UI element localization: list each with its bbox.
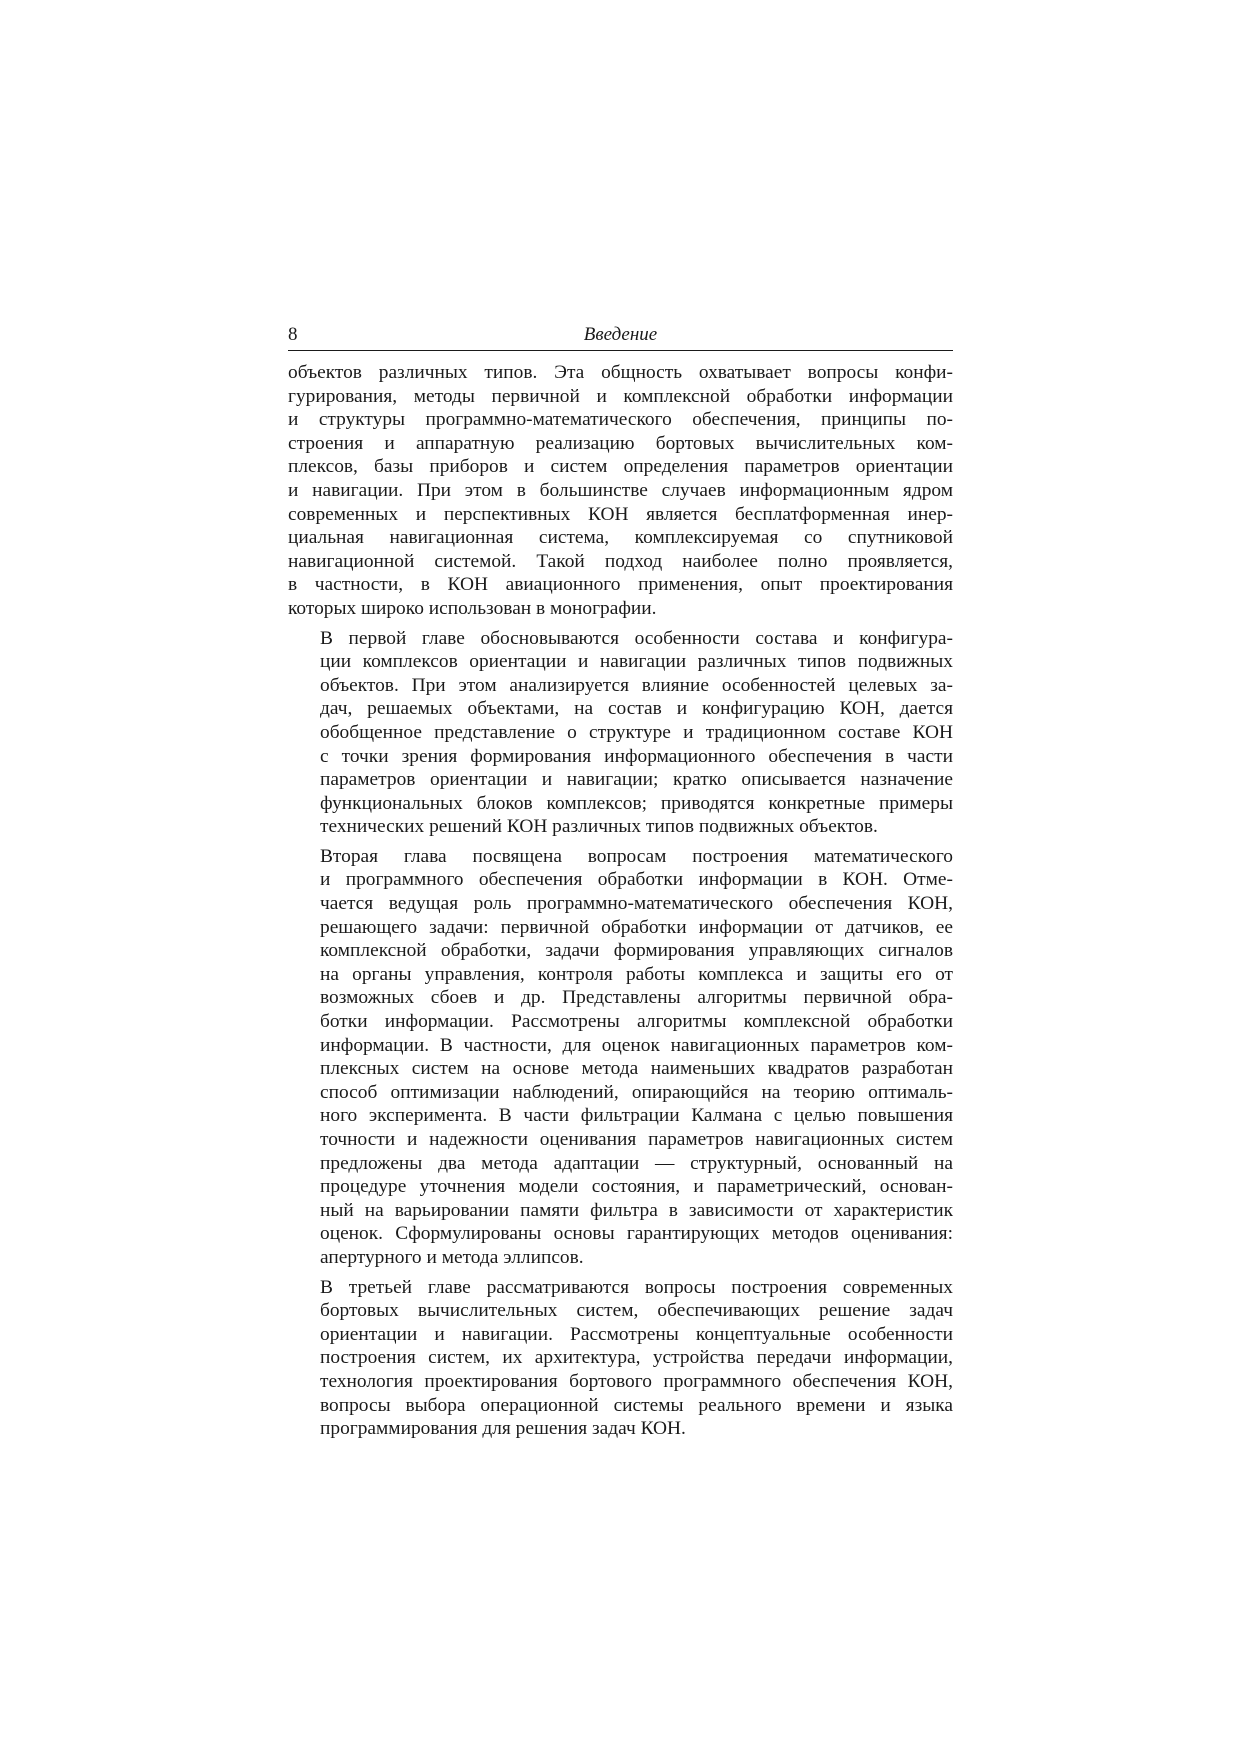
text-line: в частности, в КОН авиационного применения, опыт проектирования <box>288 574 953 596</box>
text-line: программирования для решения задач КОН. <box>320 1418 686 1440</box>
text-line: ного эксперимента. В части фильтрации Калмана с целью повышения <box>320 1105 953 1127</box>
text-line: параметров ориентации и навигации; кратко описывается назначение <box>320 769 953 791</box>
text-line: решающего задачи: первичной обработки информации от датчиков, ее <box>320 916 953 938</box>
text-line: ориентации и навигации. Рассмотрены концептуальные особенности <box>320 1323 953 1345</box>
text-line: построения систем, их архитектура, устройства передачи информации, <box>320 1347 953 1369</box>
text-line: ции комплексов ориентации и навигации различных типов подвижных <box>320 651 953 673</box>
text-line: технических решений КОН различных типов подвижных объектов. <box>320 816 878 838</box>
page-number: 8 <box>288 324 298 345</box>
text-line: ботки информации. Рассмотрены алгоритмы комплексной обработки <box>320 1011 953 1033</box>
text-line: на органы управления, контроля работы комплекса и защиты его от <box>320 963 953 985</box>
text-line: и навигации. При этом в большинстве случаев информационным ядром <box>288 479 953 501</box>
text-line: информации. В частности, для оценок навигационных параметров ком- <box>320 1034 953 1056</box>
text-line: и структуры программно-математического обеспечения, принципы по- <box>288 409 953 431</box>
text-line: технология проектирования бортового программного обеспечения КОН, <box>320 1370 953 1392</box>
text-line: функциональных блоков комплексов; приводятся конкретные примеры <box>320 792 953 814</box>
running-head <box>288 320 953 351</box>
text-line: гурирования, методы первичной и комплексной обработки информации <box>288 385 953 407</box>
text-line: плексов, базы приборов и систем определения параметров ориентации <box>288 456 953 478</box>
text-line: объектов. При этом анализируется влияние особенностей целевых за- <box>320 674 953 696</box>
text-line: дач, решаемых объектами, на состав и конфигурацию КОН, дается <box>320 698 953 720</box>
text-line: современных и перспективных КОН является бесплатформенная инер- <box>288 503 953 525</box>
text-line: В первой главе обосновываются особенности состава и конфигура- <box>320 627 953 649</box>
paragraph <box>288 627 953 839</box>
text-line: строения и аппаратную реализацию бортовых вычислительных ком- <box>288 432 953 454</box>
text-line: бортовых вычислительных систем, обеспечивающих решение задач <box>320 1300 953 1322</box>
paragraph <box>288 361 953 621</box>
body-text <box>288 361 953 1441</box>
text-line: навигационной системой. Такой подход наиболее полно проявляется, <box>288 550 953 572</box>
text-line: оценок. Сформулированы основы гарантирующих методов оценивания: <box>320 1223 953 1245</box>
text-line: и программного обеспечения обработки информации в КОН. Отме- <box>320 869 953 891</box>
text-line: предложены два метода адаптации — структурный, основанный на <box>320 1152 953 1174</box>
text-line: ный на варьировании памяти фильтра в зависимости от характеристик <box>320 1199 953 1221</box>
text-line: с точки зрения формирования информационного обеспечения в части <box>320 745 953 767</box>
text-line: комплексной обработки, задачи формирования управляющих сигналов <box>320 940 953 962</box>
text-line: способ оптимизации наблюдений, опирающийся на теорию оптималь- <box>320 1081 953 1103</box>
text-line: объектов различных типов. Эта общность охватывает вопросы конфи- <box>288 362 953 383</box>
paragraph <box>288 1276 953 1441</box>
text-line: вопросы выбора операционной системы реального времени и языка <box>320 1394 953 1416</box>
text-line: точности и надежности оценивания параметров навигационных систем <box>320 1129 953 1150</box>
paragraph <box>288 845 953 1270</box>
text-line: обобщенное представление о структуре и традиционном составе КОН <box>320 721 953 743</box>
text-line: возможных сбоев и др. Представлены алгоритмы первичной обра- <box>320 987 953 1009</box>
text-line: чается ведущая роль программно-математического обеспечения КОН, <box>320 893 953 915</box>
chapter-title: Введение <box>583 324 658 345</box>
book-page <box>288 320 953 1441</box>
text-line: В третьей главе рассматриваются вопросы построения современных <box>320 1276 953 1298</box>
text-line: которых широко использован в монографии. <box>288 597 657 619</box>
text-line: Вторая глава посвящена вопросам построения математического <box>320 845 953 867</box>
text-line: плексных систем на основе метода наименьших квадратов разработан <box>320 1058 953 1080</box>
text-line: процедуре уточнения модели состояния, и параметрический, основан- <box>320 1176 953 1198</box>
text-line: апертурного и метода эллипсов. <box>320 1246 584 1268</box>
text-line: циальная навигационная система, комплексируемая со спутниковой <box>288 527 953 549</box>
